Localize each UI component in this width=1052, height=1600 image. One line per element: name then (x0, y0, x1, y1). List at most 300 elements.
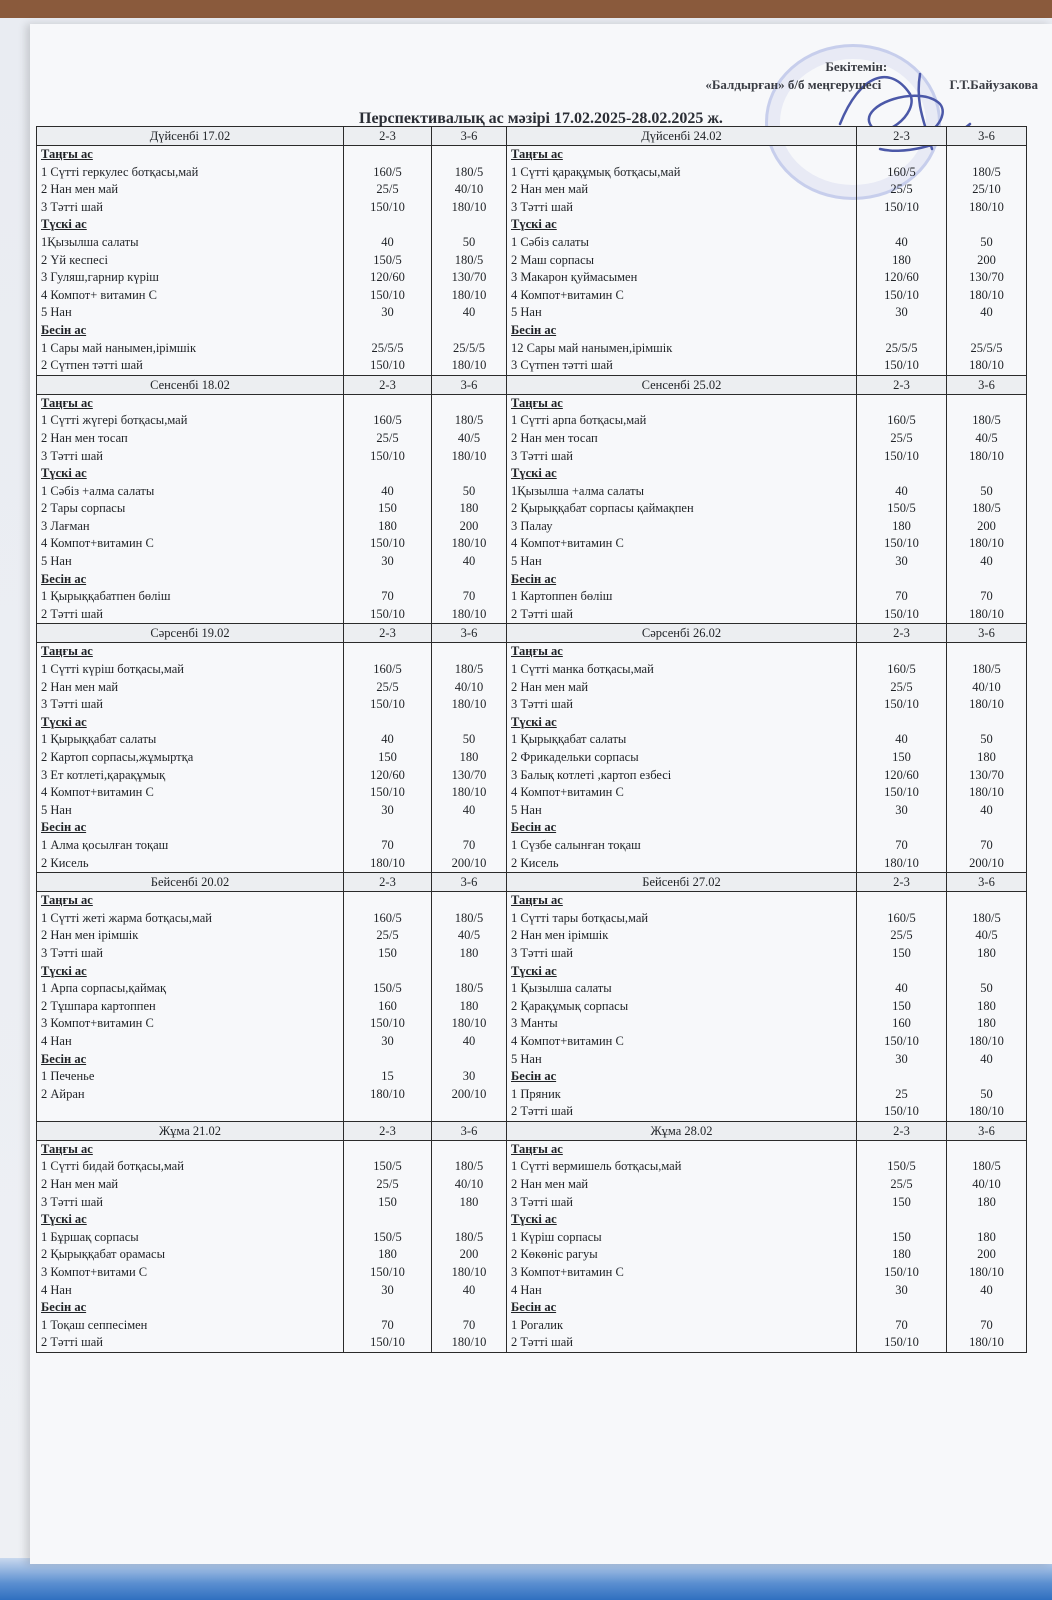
dish-name: 2 Нан мен май (41, 1177, 119, 1192)
page-title: Перспективалық ас мәзірі 17.02.2025-28.02.2025 ж. (359, 110, 723, 127)
dish-name: 2 Қарақұмық сорпасы (511, 998, 629, 1013)
portion-3-6: 180/10 (969, 287, 1004, 302)
portion-3-6: 50 (980, 483, 993, 498)
portion-2-3: 160/5 (887, 413, 916, 428)
dish-name: 4 Компот+витамин С (41, 536, 154, 551)
dish-name: 4 Компот+витамин С (41, 785, 154, 800)
portion-2-3: 30 (895, 802, 908, 817)
dish-name: 2 Кисель (41, 855, 89, 870)
day-menu-row (37, 1140, 1027, 1352)
section-heading: Түскі ас (41, 217, 87, 232)
portions-2-3 (857, 892, 947, 1122)
age-col-2-3: 2-3 (379, 626, 396, 641)
age-col-3-6: 3-6 (460, 1123, 478, 1138)
section-heading: Бесін ас (41, 322, 87, 337)
section-heading: Таңғы ас (511, 644, 563, 659)
portion-3-6: 180/10 (451, 785, 487, 800)
portion-3-6: 180/10 (451, 358, 487, 373)
portion-2-3: 30 (895, 1282, 908, 1297)
section-heading: Түскі ас (41, 466, 87, 481)
portion-3-6: 180/10 (451, 1335, 487, 1350)
portions-2-3 (857, 1140, 947, 1352)
portion-2-3: 150/10 (370, 1265, 405, 1280)
portion-2-3: 150/10 (884, 1104, 919, 1119)
portion-3-6: 200/10 (451, 855, 487, 870)
age-col-2-3-cell (344, 873, 432, 892)
day-label: Дүйсенбі 17.02 (149, 129, 231, 143)
day-label-cell (37, 127, 344, 146)
portion-2-3: 160/5 (373, 413, 402, 428)
portion-3-6: 50 (980, 234, 993, 249)
portion-3-6: 50 (980, 1086, 993, 1101)
portion-3-6: 180 (977, 945, 996, 960)
portion-3-6: 180/10 (969, 606, 1004, 621)
dish-name: 2 Сүтпен тәтті шай (41, 358, 143, 373)
portion-2-3: 25/5 (376, 182, 399, 197)
portion-2-3: 150/10 (370, 199, 405, 214)
dish-name: 1 Сәбіз салаты (511, 234, 589, 249)
dish-name: 4 Нан (41, 1033, 72, 1048)
dish-name: 2 Үй кеспесі (41, 252, 108, 267)
dish-name: 3 Тәтті шай (41, 1194, 103, 1209)
day-label: Сәрсенбі 19.02 (150, 626, 230, 641)
portion-3-6: 180 (459, 750, 479, 764)
portion-2-3: 150/10 (370, 287, 405, 302)
portion-3-6: 180/10 (451, 448, 487, 463)
dish-name: 2 Нан мен май (511, 679, 589, 694)
portion-3-6: 180/10 (969, 536, 1004, 551)
portion-2-3: 30 (895, 1051, 908, 1066)
portion-3-6: 180/10 (969, 199, 1004, 214)
portions-2-3 (857, 394, 947, 624)
day-menu-row (37, 892, 1027, 1122)
portion-2-3: 25/5 (376, 430, 399, 445)
portion-2-3: 30 (895, 305, 908, 320)
dish-list (507, 394, 857, 624)
dish-name: 3 Тәтті шай (511, 448, 573, 463)
portions-3-6 (947, 892, 1027, 1122)
dish-name: 5 Нан (41, 554, 72, 569)
portion-2-3: 40 (381, 234, 394, 249)
portion-3-6: 50 (980, 981, 993, 996)
dish-name: 3 Ет котлеті,қарақұмық (41, 767, 166, 782)
portion-3-6: 200 (459, 1247, 479, 1262)
portion-2-3: 150/5 (887, 1159, 916, 1174)
dish-name: 5 Нан (511, 554, 542, 569)
background-strip (0, 1558, 1052, 1600)
dish-name: 3 Манты (511, 1016, 558, 1031)
day-header-row (37, 375, 1027, 394)
portion-2-3: 120/60 (884, 767, 919, 782)
portions-3-6 (947, 643, 1027, 873)
portion-2-3: 120/60 (370, 767, 405, 782)
portions-3-6 (432, 643, 507, 873)
portion-3-6: 50 (462, 234, 476, 249)
age-col-3-6-cell (947, 624, 1027, 643)
portion-2-3: 150/10 (370, 785, 405, 800)
portion-3-6: 70 (980, 1317, 993, 1332)
section-heading: Түскі ас (511, 963, 557, 978)
portions-2-3 (344, 394, 432, 624)
age-col-2-3: 2-3 (379, 377, 396, 392)
dish-name: 1 Қызылша салаты (511, 981, 612, 996)
dish-name: 4 Компот+витамин С (511, 785, 624, 800)
portion-2-3: 40 (381, 483, 394, 498)
day-label: Сәрсенбі 26.02 (641, 626, 722, 641)
portion-3-6: 40 (462, 1282, 476, 1297)
portion-3-6: 130/70 (451, 270, 487, 285)
portions-2-3 (857, 146, 947, 376)
dish-name: 1 Тоқаш сеппесімен (41, 1317, 148, 1332)
portion-3-6: 200 (459, 518, 479, 533)
portions-3-6 (947, 146, 1027, 376)
portion-3-6: 40/10 (972, 679, 1001, 694)
portion-3-6: 180/10 (969, 785, 1004, 800)
age-col-2-3: 2-3 (893, 377, 910, 392)
portion-2-3: 70 (381, 1317, 394, 1332)
dish-name: 3 Тәтті шай (41, 697, 103, 712)
portion-3-6: 180 (459, 1194, 479, 1209)
portion-3-6: 70 (462, 837, 476, 852)
portion-2-3: 180 (378, 518, 397, 533)
age-col-2-3-cell (857, 873, 947, 892)
portion-2-3: 30 (381, 802, 394, 817)
section-heading: Бесін ас (511, 1069, 557, 1084)
age-col-3-6: 3-6 (460, 129, 478, 143)
section-heading: Таңғы ас (41, 893, 93, 908)
dish-name: 2 Тәтті шай (511, 1335, 573, 1350)
day-label-cell (37, 375, 344, 394)
portion-2-3: 150/10 (884, 536, 919, 551)
portion-3-6: 40 (980, 1282, 993, 1297)
portion-3-6: 180 (459, 501, 479, 516)
portion-3-6: 40/10 (454, 1177, 484, 1192)
portion-2-3: 30 (895, 554, 908, 569)
age-col-3-6-cell (432, 1121, 507, 1140)
day-label-cell (507, 873, 857, 892)
portion-3-6: 70 (980, 837, 993, 852)
portion-2-3: 160/5 (887, 662, 916, 677)
age-col-2-3-cell (857, 1121, 947, 1140)
dish-name: 2 Маш сорпасы (511, 252, 595, 267)
dish-name: 4 Компот+витамин С (511, 536, 624, 551)
dish-name: 1 Сүтті жеті жарма ботқасы,май (41, 910, 212, 925)
portion-2-3: 150 (378, 1194, 397, 1209)
portion-2-3: 30 (381, 1033, 394, 1048)
dish-name: 1 Картоппен бөліш (511, 589, 613, 604)
portion-3-6: 180/5 (454, 662, 484, 677)
portion-2-3: 30 (381, 305, 394, 320)
dish-name: 3 Палау (511, 518, 553, 533)
portion-2-3: 40 (381, 732, 394, 747)
portion-2-3: 120/60 (370, 270, 405, 285)
section-heading: Бесін ас (41, 1051, 87, 1066)
section-heading: Таңғы ас (511, 147, 563, 161)
age-col-3-6: 3-6 (460, 626, 478, 641)
portion-3-6: 180/10 (969, 448, 1004, 463)
portion-2-3: 150/10 (370, 606, 405, 621)
portion-3-6: 130/70 (969, 270, 1004, 285)
dish-name: 3 Тәтті шай (511, 945, 573, 960)
portion-3-6: 180/10 (969, 1104, 1004, 1119)
section-heading: Түскі ас (511, 217, 557, 232)
portion-2-3: 150/10 (370, 1335, 405, 1350)
portion-3-6: 180/5 (972, 164, 1001, 179)
portion-2-3: 25 (895, 1086, 908, 1101)
dish-name: 1 Пряник (511, 1086, 561, 1101)
portion-3-6: 40 (462, 305, 476, 320)
portion-3-6: 40 (980, 1051, 993, 1066)
portion-2-3: 180 (378, 1247, 397, 1262)
day-label: Дүйсенбі 24.02 (641, 129, 722, 143)
portion-3-6: 200 (977, 1247, 996, 1262)
day-label-cell (507, 624, 857, 643)
section-heading: Таңғы ас (511, 893, 563, 908)
portion-3-6: 40 (462, 554, 476, 569)
portion-3-6: 200/10 (969, 855, 1004, 870)
portions-3-6 (947, 394, 1027, 624)
age-col-3-6: 3-6 (460, 875, 478, 890)
portion-2-3: 150 (378, 750, 397, 764)
age-col-2-3: 2-3 (893, 626, 910, 641)
portion-2-3: 40 (895, 234, 908, 249)
dish-name: 5 Нан (511, 1051, 542, 1066)
day-label-cell (37, 624, 344, 643)
dish-name: 1 Сүтті бидай ботқасы,май (41, 1159, 184, 1174)
portion-2-3: 180/10 (884, 855, 919, 870)
dish-name: 1 Қырыққабатпен бөліш (41, 589, 171, 604)
portion-2-3: 70 (895, 837, 908, 852)
portion-3-6: 40/10 (972, 1177, 1001, 1192)
dish-name: 1 Бұршақ сорпасы (41, 1229, 139, 1244)
portion-3-6: 180/5 (454, 164, 484, 179)
section-heading: Түскі ас (511, 1212, 557, 1227)
portion-2-3: 160/5 (887, 910, 916, 925)
portion-2-3: 150/10 (884, 358, 919, 373)
dish-name: 3 Лағман (41, 518, 90, 533)
dish-name: 2 Нан мен ірімшік (41, 928, 139, 943)
portion-2-3: 160 (378, 998, 397, 1013)
portion-3-6: 50 (462, 732, 476, 747)
portion-2-3: 160/5 (373, 662, 402, 677)
portion-2-3: 30 (381, 554, 394, 569)
section-heading: Таңғы ас (41, 395, 93, 410)
section-heading: Түскі ас (41, 963, 87, 978)
section-heading: Бесін ас (511, 1300, 557, 1315)
age-col-3-6-cell (947, 873, 1027, 892)
portion-2-3: 70 (895, 589, 908, 604)
age-col-2-3: 2-3 (893, 875, 910, 890)
portions-2-3 (344, 1140, 432, 1352)
portion-3-6: 40 (980, 802, 993, 817)
dish-name: 4 Нан (41, 1282, 72, 1297)
portion-2-3: 150 (378, 945, 397, 960)
dish-name: 2 Нан мен май (511, 182, 589, 197)
portion-2-3: 150/5 (373, 1229, 402, 1244)
portion-3-6: 180/10 (451, 536, 487, 551)
portion-2-3: 150/5 (373, 981, 402, 996)
portion-3-6: 40/10 (454, 182, 484, 197)
dish-name: 2 Айран (41, 1086, 85, 1101)
portion-2-3: 180 (892, 518, 911, 533)
age-col-3-6-cell (947, 375, 1027, 394)
dish-name: 1Қызылша салаты (41, 234, 139, 249)
portion-2-3: 160/5 (373, 910, 402, 925)
portion-2-3: 25/5 (890, 928, 913, 943)
portion-3-6: 180/10 (451, 697, 487, 712)
portion-2-3: 150 (892, 1194, 911, 1209)
portion-2-3: 160/5 (887, 164, 916, 179)
portion-3-6: 180/10 (451, 199, 487, 214)
portion-2-3: 15 (381, 1069, 394, 1084)
day-label-cell (37, 1121, 344, 1140)
dish-name: 2 Кисель (511, 855, 559, 870)
age-col-2-3-cell (344, 127, 432, 146)
section-heading: Таңғы ас (41, 644, 93, 659)
portion-3-6: 180/10 (451, 606, 487, 621)
dish-name: 1 Сүтті вермишель ботқасы,май (511, 1159, 682, 1174)
dish-name: 3 Компот+витамин С (41, 1016, 154, 1031)
dish-name: 1Қызылша +алма салаты (511, 483, 644, 498)
portion-2-3: 70 (381, 837, 394, 852)
portions-3-6 (432, 892, 507, 1122)
dish-name: 3 Компот+витами С (41, 1265, 148, 1280)
portions-3-6 (432, 146, 507, 376)
portion-2-3: 150/10 (884, 1335, 919, 1350)
portion-3-6: 200 (977, 518, 996, 533)
day-header-row (37, 873, 1027, 892)
dish-name: 2 Тәтті шай (511, 606, 573, 621)
section-heading: Бесін ас (41, 1300, 87, 1315)
portions-3-6 (432, 1140, 507, 1352)
portion-2-3: 25/5 (376, 679, 399, 694)
dish-list (37, 892, 344, 1122)
portion-3-6: 180 (459, 998, 479, 1013)
portion-2-3: 30 (381, 1282, 394, 1297)
portion-2-3: 150/10 (884, 785, 919, 800)
portion-3-6: 180/5 (972, 910, 1001, 925)
portion-2-3: 25/5 (890, 679, 913, 694)
portion-2-3: 150 (892, 998, 911, 1013)
dish-name: 4 Компот+витамин С (511, 287, 624, 302)
dish-name: 1 Сүтті қарақұмық ботқасы,май (511, 164, 681, 179)
portion-3-6: 180/5 (454, 1159, 484, 1174)
portion-2-3: 180 (892, 252, 911, 267)
portion-2-3: 25/5 (376, 1177, 399, 1192)
section-heading: Таңғы ас (511, 395, 563, 410)
portion-3-6: 25/5/5 (970, 340, 1003, 355)
portion-3-6: 180/5 (972, 1159, 1001, 1174)
portion-3-6: 180/10 (451, 287, 487, 302)
dish-name: 1 Қырыққабат салаты (41, 732, 157, 747)
portion-3-6: 180/10 (969, 1033, 1004, 1048)
dish-name: 1 Сүтті күріш ботқасы,май (41, 662, 184, 677)
day-label-cell (507, 375, 857, 394)
dish-list (507, 643, 857, 873)
age-col-3-6-cell (432, 375, 507, 394)
day-label: Сенсенбі 18.02 (150, 377, 230, 392)
portion-3-6: 70 (462, 589, 476, 604)
dish-name: 2 Нан мен ірімшік (511, 928, 609, 943)
dish-name: 3 Тәтті шай (41, 199, 103, 214)
dish-name: 3 Тәтті шай (41, 448, 103, 463)
day-label-cell (507, 127, 857, 146)
dish-name: 3 Тәтті шай (511, 199, 573, 214)
dish-name: 2 Нан мен май (41, 182, 119, 197)
dish-name: 1 Сары май нанымен,ірімшік (41, 340, 197, 355)
portion-2-3: 150/10 (370, 448, 405, 463)
portion-2-3: 40 (895, 732, 908, 747)
dish-name: 1 Күріш сорпасы (511, 1229, 602, 1244)
portion-3-6: 180/5 (454, 252, 484, 267)
portion-2-3: 25/5 (376, 928, 399, 943)
portion-2-3: 150 (892, 945, 911, 960)
section-heading: Бесін ас (511, 322, 557, 337)
portion-3-6: 180/10 (969, 697, 1004, 712)
section-heading: Түскі ас (41, 714, 87, 729)
dish-name: 3 Балық котлеті ,картоп езбесі (511, 767, 672, 782)
dish-name: 3 Гуляш,гарнир күріш (41, 270, 159, 285)
portion-3-6: 180/10 (969, 1265, 1004, 1280)
dish-name: 2 Тұшпара картоппен (41, 998, 156, 1013)
portion-3-6: 180 (977, 998, 996, 1013)
dish-name: 2 Тәтті шай (41, 1335, 103, 1350)
dish-name: 1 Рогалик (511, 1317, 564, 1332)
portion-2-3: 150/10 (370, 1016, 405, 1031)
dish-name: 1 Печенье (41, 1069, 95, 1084)
section-heading: Бесін ас (41, 571, 87, 586)
portion-3-6: 180 (977, 1229, 996, 1244)
portions-2-3 (344, 643, 432, 873)
age-col-3-6: 3-6 (978, 1123, 995, 1138)
day-menu-row (37, 146, 1027, 376)
dish-name: 3 Сүтпен тәтті шай (511, 358, 613, 373)
portion-3-6: 180/5 (972, 501, 1001, 516)
portion-2-3: 150 (892, 750, 911, 764)
dish-name: 3 Тәтті шай (511, 697, 573, 712)
portion-2-3: 150/10 (370, 697, 405, 712)
portion-3-6: 200 (977, 252, 996, 267)
portion-3-6: 40/5 (457, 928, 481, 943)
age-col-2-3: 2-3 (379, 1123, 396, 1138)
dish-name: 1 Қырыққабат салаты (511, 732, 627, 747)
day-menu-row (37, 394, 1027, 624)
portion-2-3: 150/10 (370, 358, 405, 373)
age-col-2-3-cell (344, 1121, 432, 1140)
section-heading: Түскі ас (41, 1212, 87, 1227)
dish-name: 5 Нан (41, 802, 72, 817)
age-col-3-6: 3-6 (978, 875, 995, 890)
age-col-2-3-cell (344, 375, 432, 394)
dish-name: 1 Сүтті жүгері ботқасы,май (41, 413, 188, 428)
dish-name: 3 Макарон қуймасымен (511, 270, 638, 285)
portion-2-3: 150 (378, 501, 397, 516)
section-heading: Бесін ас (41, 820, 87, 835)
portion-2-3: 150/10 (884, 1033, 919, 1048)
dish-name: 2 Нан мен тосап (41, 430, 128, 445)
dish-name: 1 Арпа сорпасы,қаймақ (41, 981, 167, 996)
portion-3-6: 180 (977, 1194, 996, 1209)
portion-3-6: 180/5 (972, 662, 1001, 677)
approval-name: Г.Т.Байузакова (949, 77, 1038, 92)
dish-name: 3 Тәтті шай (41, 945, 103, 960)
age-col-3-6: 3-6 (460, 377, 478, 392)
dish-name: 5 Нан (511, 305, 542, 320)
portion-3-6: 180/5 (454, 910, 484, 925)
age-col-2-3: 2-3 (379, 129, 396, 143)
dish-name: 5 Нан (511, 802, 542, 817)
dish-name: 1 Сүтті геркулес ботқасы,май (41, 164, 199, 179)
